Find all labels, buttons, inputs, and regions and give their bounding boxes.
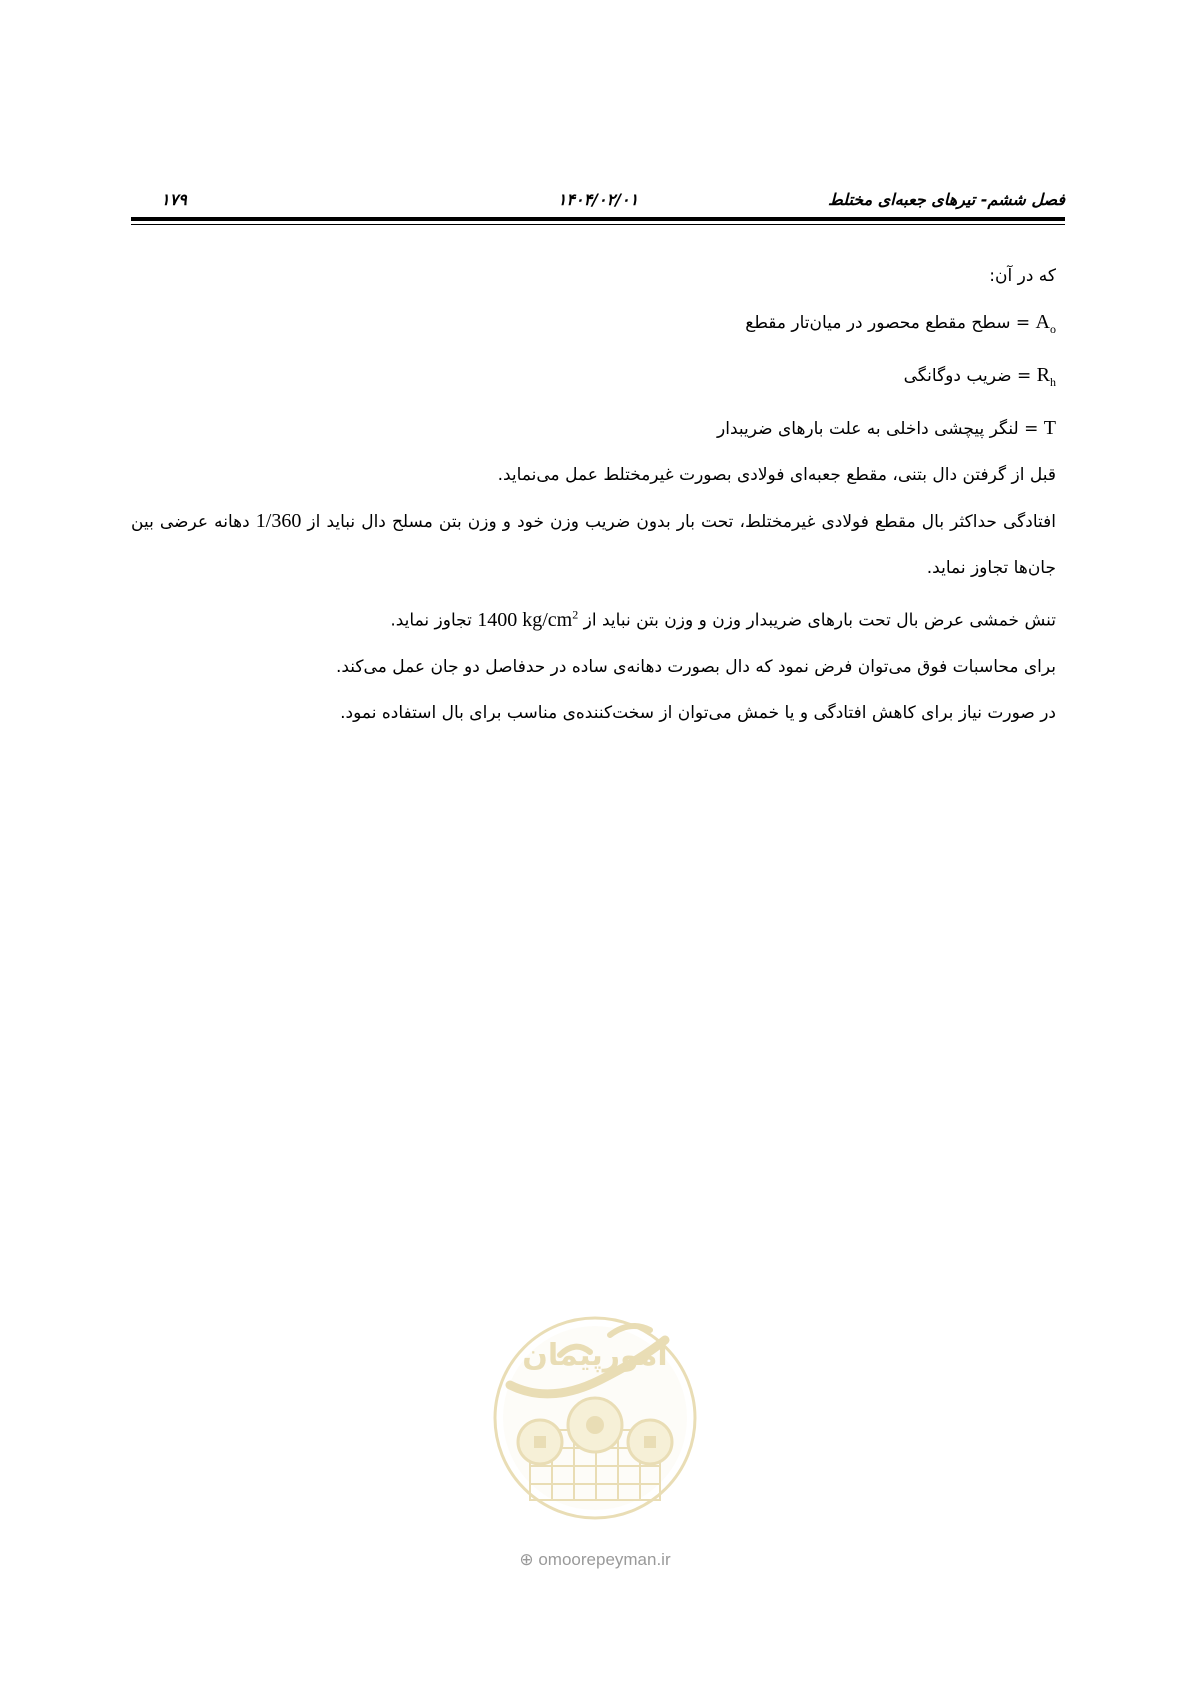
- paragraph-1: قبل از گرفتن دال بتنی، مقطع جعبه‌ای فولادی بصورت غیرمختلط عمل می‌نماید.: [497, 465, 1056, 485]
- symbol-ao: $A_o$: [1035, 311, 1056, 336]
- definition-rh-text: = ضریب دوگانگی: [903, 366, 1032, 386]
- definition-ao-text: = سطح مقطع محصور در میان‌تار مقطع: [745, 313, 1031, 333]
- definition-t: [131, 405, 1056, 452]
- paragraph-3: [131, 591, 1056, 644]
- stress-limit: 1400 $kg/cm^2$: [477, 607, 579, 631]
- page-header: [131, 186, 1065, 214]
- symbol-rh: $R_h$: [1036, 364, 1056, 389]
- page-body: [131, 253, 1056, 736]
- globe-icon: ⊕: [519, 1550, 534, 1569]
- paragraph-3-text-a: تنش خمشی عرض بال تحت بارهای ضریبدار وزن و وزن بتن نباید از: [583, 610, 1056, 631]
- deflection-limit: 1/360: [255, 510, 302, 532]
- intro-line: که در آن:: [989, 266, 1056, 286]
- chapter-title: فصل ششم- تیرهای جعبه‌ای مختلط: [827, 190, 1065, 209]
- header-rule-thin: [131, 224, 1065, 225]
- paragraph-2-text-b: دهانه عرضی بین جان‌ها تجاوز نماید.: [131, 512, 1056, 578]
- paragraph-5: در صورت نیاز برای کاهش افتادگی و یا خمش می‌توان از سخت‌کننده‌ی مناسب برای بال استفاده نمود.: [340, 702, 1056, 723]
- symbol-t: T: [1043, 417, 1056, 439]
- paragraph-2-text-a: افتادگی حداکثر بال مقطع فولادی غیرمختلط، تحت بار بدون ضریب وزن خود و وزن بتن مسلح دال نباید از: [307, 512, 1056, 532]
- svg-text:امورپیمان: امورپیمان: [522, 1338, 668, 1373]
- definition-rh: [131, 352, 1056, 405]
- paragraph-3-text-b: تجاوز نماید.: [390, 610, 472, 631]
- page-number: ۱۷۹: [161, 190, 187, 209]
- definition-t-text: = لنگر پیچشی داخلی به علت بارهای ضریبدار: [717, 419, 1039, 439]
- header-rule-thick: [131, 217, 1065, 221]
- watermark-logo: [490, 1300, 700, 1550]
- definition-ao: [131, 299, 1056, 352]
- header-date: ۱۴۰۴/۰۲/۰۱: [557, 190, 639, 209]
- paragraph-2: [131, 498, 1056, 591]
- watermark-url: ⊕ omoorepeyman.ir: [519, 1550, 671, 1569]
- paragraph-4: برای محاسبات فوق می‌توان فرض نمود که دال بصورت دهانه‌ی ساده در حدفاصل دو جان عمل می‌کند.: [335, 656, 1056, 677]
